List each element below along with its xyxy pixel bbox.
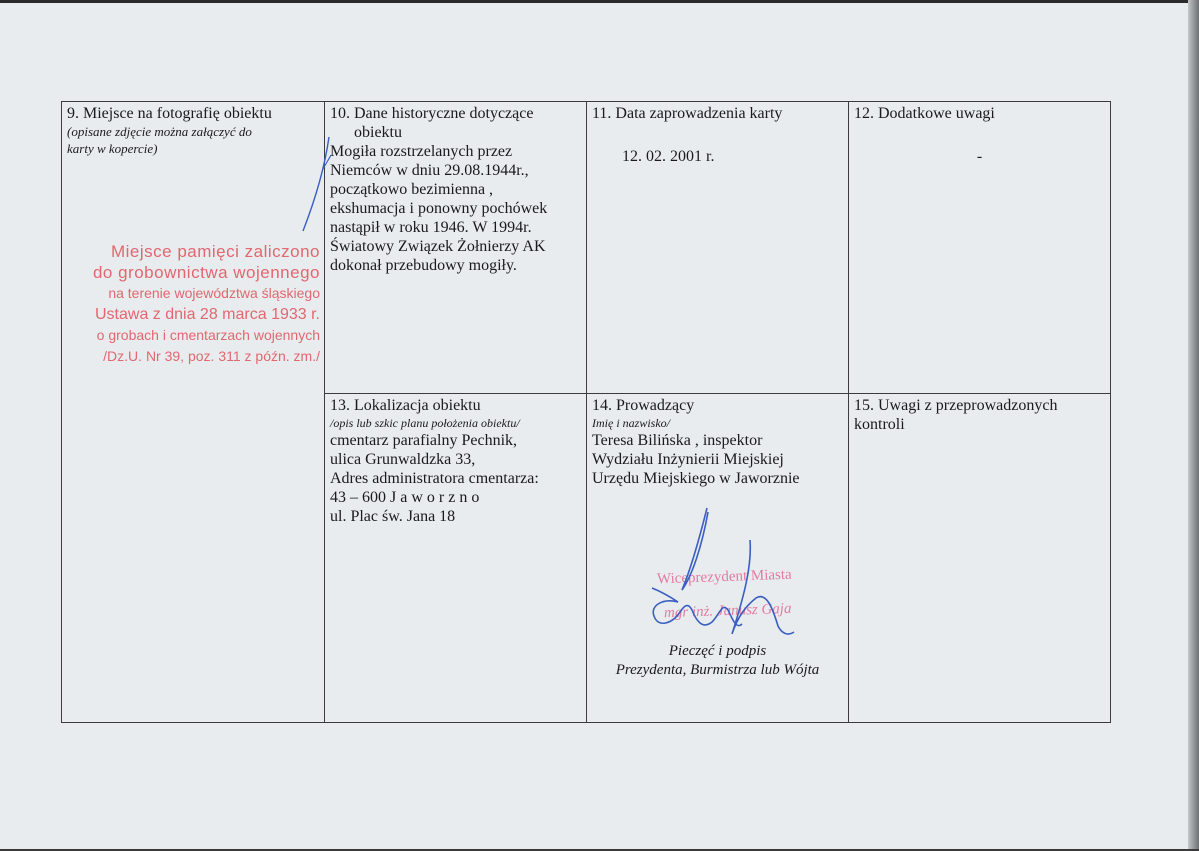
- cell-responsible-person: [587, 394, 849, 723]
- stamp-line: o grobach i cmentarzach wojennych: [96, 327, 320, 343]
- location-line: Adres administratora cmentarza:: [330, 470, 539, 487]
- cell-10-title: 10. Dane historyczne dotyczące: [330, 105, 534, 122]
- official-stamp-name: mgr inż. Janusz Gaja: [663, 600, 792, 622]
- cell-historical-data: [325, 102, 587, 394]
- scan-top-edge: [0, 0, 1199, 3]
- stamp-line: na terenie województwa śląskiego: [108, 285, 320, 301]
- location-line: ulica Grunwaldzka 33,: [330, 451, 476, 468]
- responsible-line: Teresa Bilińska , inspektor: [592, 432, 763, 449]
- official-stamp-title: Wiceprezydent Miasta: [656, 566, 792, 588]
- registration-card-table: [61, 101, 1111, 723]
- cell-11-title: 11. Data zaprowadzenia karty: [592, 105, 783, 122]
- history-line: Mogiła rozstrzelanych przez: [330, 143, 513, 160]
- responsible-line: Wydziału Inżynierii Miejskiej: [592, 451, 784, 468]
- signature-area: [592, 506, 843, 681]
- war-grave-stamp: [84, 241, 320, 367]
- cell-card-date: [587, 102, 849, 394]
- history-line: ekshumacja i ponowny pochówek: [330, 200, 548, 217]
- cell-object-location: [325, 394, 587, 723]
- cell-10-title-cont: obiektu: [354, 124, 402, 141]
- cell-photo-placeholder: [62, 102, 325, 723]
- cell-15-title-cont: kontroli: [854, 416, 905, 433]
- stamp-line: Miejsce pamięci zaliczono: [110, 242, 320, 261]
- cell-12-title: 12. Dodatkowe uwagi: [854, 105, 995, 122]
- cell-13-title: 13. Lokalizacja obiektu: [330, 397, 481, 414]
- history-line: dokonał przebudowy mogiły.: [330, 257, 517, 274]
- cell-14-subtitle: Imię i nazwisko/: [592, 416, 670, 430]
- scan-right-edge: [1188, 0, 1199, 851]
- signature-caption: [592, 642, 843, 680]
- additional-notes-value: -: [976, 148, 983, 165]
- signature-caption-line-1: Pieczęć i podpis: [668, 643, 767, 659]
- location-line: cmentarz parafialny Pechnik,: [330, 432, 518, 449]
- cell-9-subtitle: (opisane zdjęcie można załączyć do: [67, 124, 252, 139]
- cell-additional-notes: [849, 102, 1111, 394]
- card-date-value: 12. 02. 2001 r.: [622, 148, 715, 165]
- cell-inspection-notes: [849, 394, 1111, 723]
- cell-15-title: 15. Uwagi z przeprowadzonych: [854, 397, 1058, 414]
- location-line: 43 – 600 J a w o r z n o: [330, 489, 480, 506]
- cell-13-subtitle: /opis lub szkic planu położenia obiektu/: [330, 416, 520, 430]
- history-line: Niemców w dniu 29.08.1944r.,: [330, 162, 529, 179]
- cell-14-title: 14. Prowadzący: [592, 397, 695, 414]
- cell-9-subtitle-cont: karty w kopercie): [67, 141, 158, 156]
- stamp-line: /Dz.U. Nr 39, poz. 311 z późn. zm./: [103, 348, 320, 364]
- responsible-line: Urzędu Miejskiego w Jaworznie: [592, 470, 800, 487]
- location-line: ul. Plac św. Jana 18: [330, 508, 456, 525]
- history-line: początkowo bezimienna ,: [330, 181, 494, 198]
- stamp-line: do grobownictwa wojennego: [92, 263, 320, 282]
- history-line: Światowy Związek Żołnierzy AK: [330, 238, 546, 255]
- stamp-line: Ustawa z dnia 28 marca 1933 r.: [94, 306, 320, 323]
- cell-9-title: 9. Miejsce na fotografię obiektu: [67, 105, 272, 122]
- history-line: nastąpił w roku 1946. W 1994r.: [330, 219, 532, 236]
- signature-caption-line-2: Prezydenta, Burmistrza lub Wójta: [615, 662, 820, 678]
